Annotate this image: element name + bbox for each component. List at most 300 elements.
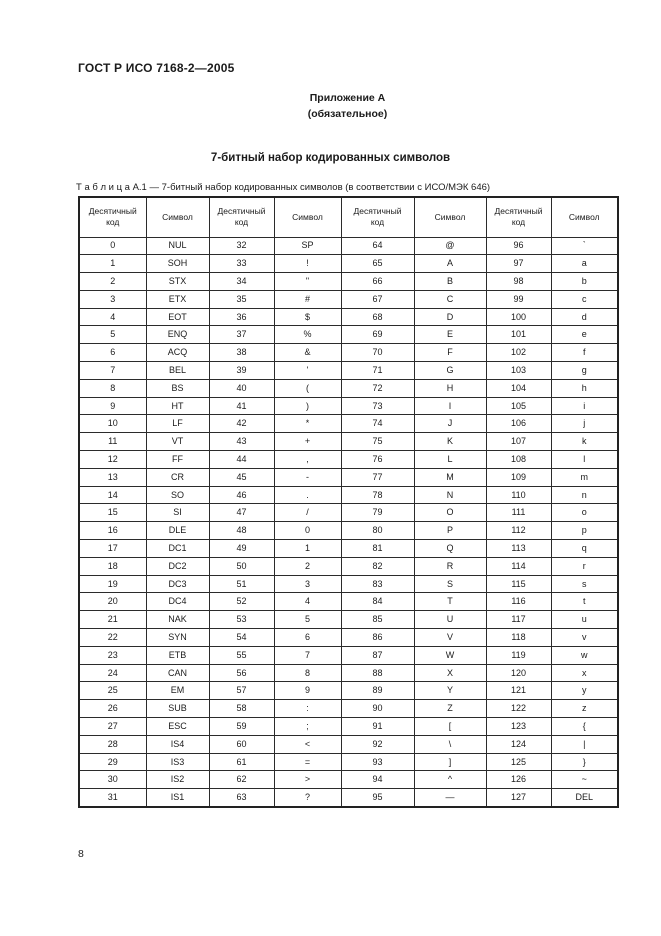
- decimal-code-cell: 65: [341, 255, 414, 273]
- decimal-code-cell: 61: [209, 753, 274, 771]
- decimal-code-cell: 90: [341, 700, 414, 718]
- symbol-cell: K: [414, 433, 486, 451]
- decimal-code-cell: 104: [486, 379, 551, 397]
- decimal-code-cell: 80: [341, 522, 414, 540]
- symbol-cell: SOH: [146, 255, 209, 273]
- symbol-cell: 1: [274, 540, 341, 558]
- decimal-code-cell: 21: [79, 611, 146, 629]
- decimal-code-cell: 24: [79, 664, 146, 682]
- symbol-cell: SO: [146, 486, 209, 504]
- decimal-code-cell: 6: [79, 344, 146, 362]
- decimal-code-cell: 94: [341, 771, 414, 789]
- decimal-code-cell: 63: [209, 789, 274, 807]
- symbol-cell: z: [551, 700, 618, 718]
- symbol-cell: DLE: [146, 522, 209, 540]
- symbol-cell: DC2: [146, 557, 209, 575]
- symbol-cell: NAK: [146, 611, 209, 629]
- decimal-code-cell: 121: [486, 682, 551, 700]
- decimal-code-cell: 89: [341, 682, 414, 700]
- decimal-code-cell: 75: [341, 433, 414, 451]
- decimal-code-cell: 8: [79, 379, 146, 397]
- decimal-code-cell: 32: [209, 237, 274, 255]
- decimal-code-cell: 4: [79, 308, 146, 326]
- decimal-code-cell: 93: [341, 753, 414, 771]
- decimal-code-cell: 68: [341, 308, 414, 326]
- decimal-code-cell: 29: [79, 753, 146, 771]
- decimal-code-cell: 9: [79, 397, 146, 415]
- symbol-cell: 0: [274, 522, 341, 540]
- decimal-code-cell: 103: [486, 362, 551, 380]
- decimal-code-header: Десятичный код: [79, 197, 146, 237]
- table-row: [79, 486, 618, 504]
- decimal-code-cell: 41: [209, 397, 274, 415]
- symbol-cell: `: [551, 237, 618, 255]
- decimal-code-cell: 22: [79, 629, 146, 647]
- char-table-body: [79, 237, 618, 807]
- symbol-cell: Q: [414, 540, 486, 558]
- decimal-code-cell: 100: [486, 308, 551, 326]
- symbol-cell: e: [551, 326, 618, 344]
- symbol-cell: —: [414, 789, 486, 807]
- decimal-code-cell: 20: [79, 593, 146, 611]
- decimal-code-cell: 5: [79, 326, 146, 344]
- symbol-cell: X: [414, 664, 486, 682]
- symbol-cell: ETX: [146, 290, 209, 308]
- decimal-code-header: Десятичный код: [341, 197, 414, 237]
- decimal-code-cell: 101: [486, 326, 551, 344]
- table-row: [79, 255, 618, 273]
- decimal-code-cell: 43: [209, 433, 274, 451]
- symbol-cell: M: [414, 468, 486, 486]
- table-row: [79, 344, 618, 362]
- decimal-code-cell: 110: [486, 486, 551, 504]
- symbol-cell: SUB: [146, 700, 209, 718]
- symbol-cell: V: [414, 629, 486, 647]
- symbol-cell: +: [274, 433, 341, 451]
- symbol-cell: \: [414, 735, 486, 753]
- symbol-cell: r: [551, 557, 618, 575]
- decimal-code-cell: 126: [486, 771, 551, 789]
- symbol-cell: A: [414, 255, 486, 273]
- symbol-cell: DC1: [146, 540, 209, 558]
- decimal-code-cell: 47: [209, 504, 274, 522]
- table-row: [79, 789, 618, 807]
- decimal-code-cell: 49: [209, 540, 274, 558]
- symbol-cell: DC3: [146, 575, 209, 593]
- symbol-cell: FF: [146, 451, 209, 469]
- symbol-cell: CR: [146, 468, 209, 486]
- char-table-head: [79, 197, 618, 237]
- symbol-cell: DEL: [551, 789, 618, 807]
- decimal-code-cell: 0: [79, 237, 146, 255]
- symbol-cell: y: [551, 682, 618, 700]
- symbol-cell: j: [551, 415, 618, 433]
- decimal-code-cell: 53: [209, 611, 274, 629]
- decimal-code-cell: 16: [79, 522, 146, 540]
- symbol-cell: LF: [146, 415, 209, 433]
- table-row: [79, 290, 618, 308]
- symbol-cell: 5: [274, 611, 341, 629]
- symbol-header: Символ: [414, 197, 486, 237]
- decimal-code-cell: 50: [209, 557, 274, 575]
- symbol-cell: Z: [414, 700, 486, 718]
- symbol-cell: ETB: [146, 646, 209, 664]
- decimal-code-cell: 57: [209, 682, 274, 700]
- decimal-code-cell: 23: [79, 646, 146, 664]
- symbol-cell: g: [551, 362, 618, 380]
- decimal-code-cell: 83: [341, 575, 414, 593]
- symbol-cell: |: [551, 735, 618, 753]
- decimal-code-cell: 30: [79, 771, 146, 789]
- decimal-code-cell: 92: [341, 735, 414, 753]
- symbol-cell: IS3: [146, 753, 209, 771]
- decimal-code-cell: 73: [341, 397, 414, 415]
- symbol-cell: 6: [274, 629, 341, 647]
- decimal-code-cell: 51: [209, 575, 274, 593]
- decimal-code-cell: 69: [341, 326, 414, 344]
- decimal-code-cell: 38: [209, 344, 274, 362]
- decimal-code-cell: 33: [209, 255, 274, 273]
- symbol-cell: f: [551, 344, 618, 362]
- decimal-code-cell: 10: [79, 415, 146, 433]
- decimal-code-cell: 96: [486, 237, 551, 255]
- decimal-code-cell: 118: [486, 629, 551, 647]
- symbol-cell: b: [551, 273, 618, 291]
- decimal-code-cell: 72: [341, 379, 414, 397]
- decimal-code-cell: 98: [486, 273, 551, 291]
- decimal-code-cell: 122: [486, 700, 551, 718]
- symbol-cell: O: [414, 504, 486, 522]
- header-row: [79, 197, 618, 237]
- symbol-header: Символ: [146, 197, 209, 237]
- decimal-code-cell: 58: [209, 700, 274, 718]
- decimal-code-cell: 99: [486, 290, 551, 308]
- symbol-cell: U: [414, 611, 486, 629]
- symbol-cell: SYN: [146, 629, 209, 647]
- decimal-code-cell: 106: [486, 415, 551, 433]
- symbol-cell: :: [274, 700, 341, 718]
- symbol-cell: E: [414, 326, 486, 344]
- decimal-code-cell: 44: [209, 451, 274, 469]
- table-row: [79, 611, 618, 629]
- symbol-cell: EM: [146, 682, 209, 700]
- symbol-cell: ^: [414, 771, 486, 789]
- table-row: [79, 451, 618, 469]
- table-row: [79, 379, 618, 397]
- decimal-code-cell: 71: [341, 362, 414, 380]
- symbol-cell: ENQ: [146, 326, 209, 344]
- symbol-cell: &: [274, 344, 341, 362]
- decimal-code-cell: 125: [486, 753, 551, 771]
- decimal-code-cell: 109: [486, 468, 551, 486]
- decimal-code-cell: 36: [209, 308, 274, 326]
- table-row: [79, 557, 618, 575]
- decimal-code-cell: 40: [209, 379, 274, 397]
- symbol-cell: *: [274, 415, 341, 433]
- decimal-code-cell: 35: [209, 290, 274, 308]
- symbol-cell: p: [551, 522, 618, 540]
- decimal-code-cell: 127: [486, 789, 551, 807]
- table-row: [79, 629, 618, 647]
- table-row: [79, 468, 618, 486]
- decimal-code-cell: 13: [79, 468, 146, 486]
- table-row: [79, 682, 618, 700]
- decimal-code-cell: 117: [486, 611, 551, 629]
- decimal-code-cell: 114: [486, 557, 551, 575]
- decimal-code-cell: 11: [79, 433, 146, 451]
- symbol-cell: R: [414, 557, 486, 575]
- symbol-cell: ): [274, 397, 341, 415]
- table-caption: Т а б л и ц а А.1 — 7-битный набор кодированных символов (в соответствии с ИСО/МЭК 646): [76, 182, 491, 193]
- symbol-cell: k: [551, 433, 618, 451]
- symbol-cell: T: [414, 593, 486, 611]
- decimal-code-cell: 87: [341, 646, 414, 664]
- decimal-code-cell: 45: [209, 468, 274, 486]
- symbol-cell: #: [274, 290, 341, 308]
- symbol-cell: {: [551, 718, 618, 736]
- symbol-cell: 8: [274, 664, 341, 682]
- symbol-cell: I: [414, 397, 486, 415]
- symbol-cell: <: [274, 735, 341, 753]
- decimal-code-cell: 2: [79, 273, 146, 291]
- table-row: [79, 540, 618, 558]
- table-row: [79, 433, 618, 451]
- symbol-cell: >: [274, 771, 341, 789]
- symbol-cell: u: [551, 611, 618, 629]
- decimal-code-cell: 48: [209, 522, 274, 540]
- symbol-cell: S: [414, 575, 486, 593]
- decimal-code-cell: 28: [79, 735, 146, 753]
- table-row: [79, 771, 618, 789]
- symbol-cell: @: [414, 237, 486, 255]
- section-title: 7-битный набор кодированных символов: [210, 152, 451, 164]
- decimal-code-cell: 105: [486, 397, 551, 415]
- decimal-code-cell: 85: [341, 611, 414, 629]
- table-row: [79, 664, 618, 682]
- symbol-cell: s: [551, 575, 618, 593]
- table-row: [79, 308, 618, 326]
- symbol-cell: ": [274, 273, 341, 291]
- symbol-cell: !: [274, 255, 341, 273]
- symbol-cell: HT: [146, 397, 209, 415]
- decimal-code-cell: 15: [79, 504, 146, 522]
- symbol-cell: d: [551, 308, 618, 326]
- decimal-code-cell: 54: [209, 629, 274, 647]
- table-row: [79, 237, 618, 255]
- symbol-cell: }: [551, 753, 618, 771]
- symbol-cell: (: [274, 379, 341, 397]
- decimal-code-cell: 88: [341, 664, 414, 682]
- symbol-header: Символ: [551, 197, 618, 237]
- symbol-cell: VT: [146, 433, 209, 451]
- symbol-cell: D: [414, 308, 486, 326]
- symbol-cell: m: [551, 468, 618, 486]
- symbol-cell: B: [414, 273, 486, 291]
- table-row: [79, 593, 618, 611]
- symbol-cell: BEL: [146, 362, 209, 380]
- table-row: [79, 646, 618, 664]
- symbol-cell: C: [414, 290, 486, 308]
- symbol-cell: ]: [414, 753, 486, 771]
- symbol-cell: q: [551, 540, 618, 558]
- decimal-code-cell: 81: [341, 540, 414, 558]
- decimal-code-cell: 27: [79, 718, 146, 736]
- decimal-code-cell: 107: [486, 433, 551, 451]
- symbol-cell: 7: [274, 646, 341, 664]
- symbol-cell: i: [551, 397, 618, 415]
- symbol-cell: =: [274, 753, 341, 771]
- doc-code: ГОСТ Р ИСО 7168-2—2005: [78, 61, 235, 75]
- symbol-cell: IS2: [146, 771, 209, 789]
- page-number: 8: [78, 848, 84, 860]
- decimal-code-cell: 86: [341, 629, 414, 647]
- table-row: [79, 718, 618, 736]
- symbol-cell: L: [414, 451, 486, 469]
- symbol-cell: n: [551, 486, 618, 504]
- annex-title: Приложение А: [309, 92, 386, 104]
- decimal-code-cell: 64: [341, 237, 414, 255]
- decimal-code-cell: 91: [341, 718, 414, 736]
- decimal-code-cell: 46: [209, 486, 274, 504]
- decimal-code-cell: 124: [486, 735, 551, 753]
- decimal-code-cell: 82: [341, 557, 414, 575]
- symbol-header: Символ: [274, 197, 341, 237]
- symbol-cell: ': [274, 362, 341, 380]
- table-row: [79, 415, 618, 433]
- symbol-cell: l: [551, 451, 618, 469]
- symbol-cell: DC4: [146, 593, 209, 611]
- table-row: [79, 362, 618, 380]
- symbol-cell: x: [551, 664, 618, 682]
- decimal-code-cell: 67: [341, 290, 414, 308]
- decimal-code-cell: 108: [486, 451, 551, 469]
- decimal-code-cell: 34: [209, 273, 274, 291]
- decimal-code-cell: 84: [341, 593, 414, 611]
- symbol-cell: H: [414, 379, 486, 397]
- decimal-code-cell: 60: [209, 735, 274, 753]
- table-row: [79, 273, 618, 291]
- decimal-code-cell: 25: [79, 682, 146, 700]
- decimal-code-cell: 74: [341, 415, 414, 433]
- symbol-cell: t: [551, 593, 618, 611]
- decimal-code-cell: 12: [79, 451, 146, 469]
- symbol-cell: o: [551, 504, 618, 522]
- symbol-cell: BS: [146, 379, 209, 397]
- symbol-cell: ,: [274, 451, 341, 469]
- symbol-cell: IS4: [146, 735, 209, 753]
- decimal-code-cell: 116: [486, 593, 551, 611]
- decimal-code-cell: 95: [341, 789, 414, 807]
- decimal-code-cell: 52: [209, 593, 274, 611]
- symbol-cell: .: [274, 486, 341, 504]
- decimal-code-cell: 113: [486, 540, 551, 558]
- table-row: [79, 397, 618, 415]
- decimal-code-cell: 3: [79, 290, 146, 308]
- table-row: [79, 326, 618, 344]
- decimal-code-cell: 7: [79, 362, 146, 380]
- symbol-cell: N: [414, 486, 486, 504]
- symbol-cell: ;: [274, 718, 341, 736]
- decimal-code-cell: 123: [486, 718, 551, 736]
- decimal-code-cell: 77: [341, 468, 414, 486]
- symbol-cell: %: [274, 326, 341, 344]
- decimal-code-cell: 79: [341, 504, 414, 522]
- symbol-cell: STX: [146, 273, 209, 291]
- decimal-code-cell: 120: [486, 664, 551, 682]
- decimal-code-cell: 70: [341, 344, 414, 362]
- table-row: [79, 735, 618, 753]
- decimal-code-cell: 78: [341, 486, 414, 504]
- symbol-cell: 3: [274, 575, 341, 593]
- symbol-cell: v: [551, 629, 618, 647]
- char-table: [78, 196, 619, 808]
- decimal-code-cell: 1: [79, 255, 146, 273]
- decimal-code-header: Десятичный код: [209, 197, 274, 237]
- symbol-cell: c: [551, 290, 618, 308]
- decimal-code-cell: 14: [79, 486, 146, 504]
- decimal-code-cell: 55: [209, 646, 274, 664]
- decimal-code-cell: 97: [486, 255, 551, 273]
- symbol-cell: P: [414, 522, 486, 540]
- symbol-cell: ~: [551, 771, 618, 789]
- decimal-code-cell: 39: [209, 362, 274, 380]
- decimal-code-cell: 102: [486, 344, 551, 362]
- decimal-code-cell: 42: [209, 415, 274, 433]
- decimal-code-cell: 19: [79, 575, 146, 593]
- symbol-cell: NUL: [146, 237, 209, 255]
- symbol-cell: h: [551, 379, 618, 397]
- decimal-code-cell: 37: [209, 326, 274, 344]
- symbol-cell: $: [274, 308, 341, 326]
- symbol-cell: a: [551, 255, 618, 273]
- symbol-cell: IS1: [146, 789, 209, 807]
- symbol-cell: G: [414, 362, 486, 380]
- symbol-cell: J: [414, 415, 486, 433]
- decimal-code-cell: 18: [79, 557, 146, 575]
- symbol-cell: 9: [274, 682, 341, 700]
- table-row: [79, 700, 618, 718]
- table-row: [79, 753, 618, 771]
- table-row: [79, 522, 618, 540]
- decimal-code-cell: 17: [79, 540, 146, 558]
- symbol-cell: w: [551, 646, 618, 664]
- symbol-cell: CAN: [146, 664, 209, 682]
- table-row: [79, 504, 618, 522]
- symbol-cell: ACQ: [146, 344, 209, 362]
- decimal-code-cell: 115: [486, 575, 551, 593]
- symbol-cell: ESC: [146, 718, 209, 736]
- annex-heading: [78, 90, 617, 122]
- symbol-cell: [: [414, 718, 486, 736]
- symbol-cell: EOT: [146, 308, 209, 326]
- decimal-code-cell: 66: [341, 273, 414, 291]
- symbol-cell: 4: [274, 593, 341, 611]
- symbol-cell: ?: [274, 789, 341, 807]
- decimal-code-cell: 119: [486, 646, 551, 664]
- symbol-cell: -: [274, 468, 341, 486]
- decimal-code-cell: 62: [209, 771, 274, 789]
- decimal-code-cell: 31: [79, 789, 146, 807]
- symbol-cell: 2: [274, 557, 341, 575]
- symbol-cell: SI: [146, 504, 209, 522]
- symbol-cell: SP: [274, 237, 341, 255]
- decimal-code-cell: 26: [79, 700, 146, 718]
- decimal-code-cell: 76: [341, 451, 414, 469]
- symbol-cell: W: [414, 646, 486, 664]
- symbol-cell: Y: [414, 682, 486, 700]
- decimal-code-cell: 112: [486, 522, 551, 540]
- decimal-code-cell: 59: [209, 718, 274, 736]
